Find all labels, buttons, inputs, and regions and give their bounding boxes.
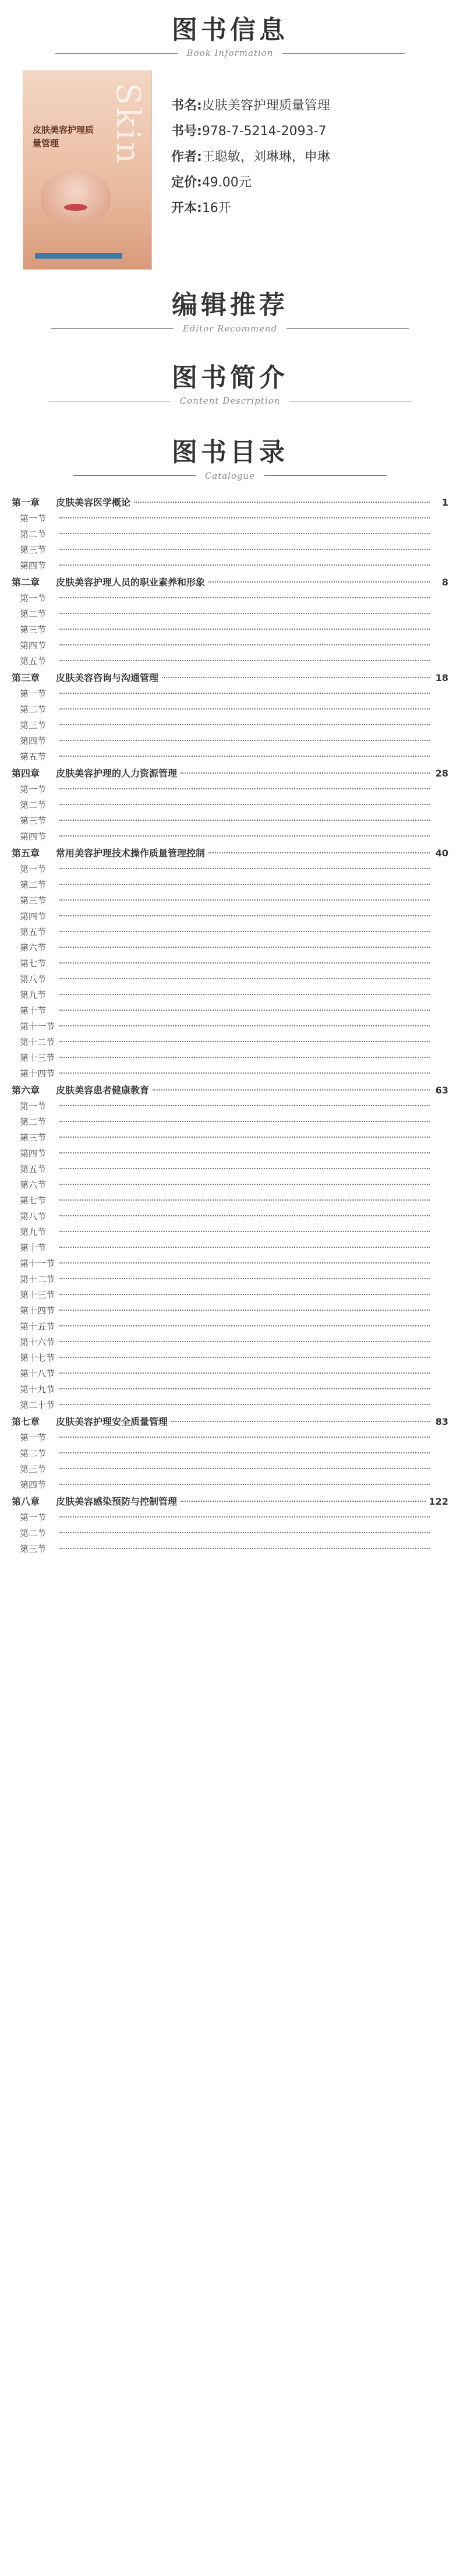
book-meta-label: 书号:: [171, 124, 202, 139]
toc-title: 皮肤美容护理安全质量管理: [56, 1416, 168, 1427]
toc-section-row: [12, 987, 448, 1003]
toc-leader-dots: [59, 1184, 430, 1185]
toc-number: 第一节: [20, 863, 47, 874]
toc-leader-dots: [59, 1072, 430, 1074]
toc-section-row: [12, 702, 448, 718]
toc-page-number: 18: [435, 672, 448, 683]
toc-number: 第一节: [20, 592, 47, 604]
info-section-title: 图书信息: [172, 15, 288, 45]
toc-leader-dots: [59, 708, 430, 710]
book-meta-value: 978-7-5214-2093-7: [201, 124, 327, 139]
toc-number: 第八节: [20, 1211, 47, 1222]
toc-leader-dots: [171, 1421, 430, 1422]
toc-number: 第十四节: [20, 1305, 55, 1316]
toc-section-row: [12, 909, 448, 924]
toc-leader-dots: [59, 756, 430, 757]
cover-word: Skin: [109, 83, 147, 166]
toc-number: 第四节: [20, 640, 47, 651]
toc-section-row: [12, 1193, 448, 1209]
info-section-subtitle-row: [0, 48, 460, 58]
toc-section-row: [12, 972, 448, 987]
toc-number: 第七节: [20, 1195, 47, 1206]
divider-left: [55, 53, 178, 54]
toc-section-row: [12, 877, 448, 893]
toc-leader-dots: [59, 788, 430, 789]
toc-section-row: [12, 813, 448, 829]
book-meta-row: [171, 93, 330, 119]
toc-page-number: 8: [441, 576, 448, 588]
recommend-text: [0, 334, 460, 347]
toc-leader-dots: [59, 1532, 430, 1533]
toc-number: 第九节: [20, 989, 47, 1000]
toc-section-row: [12, 1066, 448, 1082]
toc-section-row: [12, 1382, 448, 1398]
toc-leader-dots: [59, 835, 430, 837]
toc-number: 第一节: [20, 513, 47, 524]
toc-leader-dots: [59, 1105, 430, 1106]
toc-title: 皮肤美容护理的人力资源管理: [56, 767, 178, 779]
toc-number: 第二节: [20, 1448, 47, 1459]
toc-section-row: [12, 749, 448, 765]
toc-number: 第四节: [20, 831, 47, 842]
toc-page-number: 122: [429, 1495, 448, 1507]
catalogue-section-header: [0, 422, 460, 481]
toc-section-row: [12, 1319, 448, 1335]
toc-chapter-row: [12, 669, 448, 686]
toc-leader-dots: [59, 1372, 430, 1374]
toc-chapter-row: [12, 1082, 448, 1099]
toc-section-row: [12, 1526, 448, 1541]
toc-leader-dots: [208, 852, 430, 853]
toc-page-number: 63: [435, 1084, 448, 1096]
toc-number: 第三节: [20, 815, 47, 826]
toc-number: 第十二节: [20, 1273, 55, 1285]
toc-leader-dots: [59, 804, 430, 805]
toc-leader-dots: [59, 1452, 430, 1453]
divider-left: [73, 475, 196, 476]
toc-chapter-row: [12, 494, 448, 511]
catalogue-section-title: 图书目录: [172, 437, 288, 468]
book-cover-image: [23, 71, 151, 269]
toc-section-row: [12, 638, 448, 654]
toc-number: 第四节: [20, 1148, 47, 1159]
toc-leader-dots: [59, 1468, 430, 1469]
catalogue-section-subtitle: Catalogue: [204, 470, 256, 481]
toc-chapter-row: [12, 574, 448, 591]
toc-number: 第三节: [20, 895, 47, 906]
toc-leader-dots: [59, 915, 430, 916]
book-meta-label: 开本:: [171, 201, 202, 216]
toc-section-row: [12, 1019, 448, 1035]
toc-number: 第二节: [20, 799, 47, 810]
toc-number: 第十二节: [20, 1036, 55, 1047]
info-section-header: [0, 0, 460, 58]
toc-leader-dots: [59, 1247, 430, 1248]
toc-section-row: [12, 1541, 448, 1557]
toc-section-row: [12, 1114, 448, 1130]
toc-section-row: [12, 558, 448, 574]
toc-number: 第二十节: [20, 1399, 55, 1410]
intro-section-subtitle: Content Description: [179, 396, 281, 407]
toc-leader-dots: [59, 517, 430, 518]
toc-page-number: 28: [435, 767, 448, 779]
book-meta-value: 王聪敏，刘琳琳，申琳: [201, 150, 330, 165]
toc-title: 皮肤美容感染预防与控制管理: [56, 1495, 178, 1507]
toc-section-row: [12, 782, 448, 797]
toc-number: 第四节: [20, 1479, 47, 1490]
toc-number: 第十三节: [20, 1289, 55, 1300]
toc-leader-dots: [59, 820, 430, 821]
toc-number: 第三节: [20, 1132, 47, 1143]
toc-leader-dots: [59, 1199, 430, 1201]
cover-publisher-bar: [35, 253, 122, 259]
toc-section-row: [12, 1335, 448, 1350]
toc-chapter-row: [12, 765, 448, 782]
toc-leader-dots: [59, 1041, 430, 1042]
toc-number: 第十九节: [20, 1384, 55, 1395]
toc-leader-dots: [59, 1010, 430, 1011]
book-meta-row: [171, 144, 330, 170]
toc-title: 皮肤美容医学概论: [56, 496, 131, 508]
catalogue-section-subtitle-row: [0, 471, 460, 481]
toc-leader-dots: [59, 724, 430, 725]
book-meta-label: 书名:: [171, 98, 202, 114]
toc-number: 第五章: [12, 847, 40, 859]
toc-section-row: [12, 797, 448, 813]
toc-section-row: [12, 924, 448, 940]
table-of-contents: [0, 481, 460, 1557]
divider-right: [264, 475, 387, 476]
toc-leader-dots: [59, 1057, 430, 1058]
book-meta-value: 16开: [201, 201, 231, 216]
toc-number: 第一节: [20, 1432, 47, 1443]
toc-number: 第一节: [20, 1100, 47, 1111]
toc-leader-dots: [153, 1089, 430, 1091]
toc-number: 第十节: [20, 1005, 47, 1016]
toc-number: 第十节: [20, 1242, 47, 1253]
toc-section-row: [12, 1398, 448, 1413]
toc-number: 第三节: [20, 1463, 47, 1474]
recommend-section-subtitle-row: [0, 323, 460, 334]
toc-section-row: [12, 1366, 448, 1382]
toc-leader-dots: [59, 644, 430, 645]
book-info-block: [0, 58, 460, 275]
toc-section-row: [12, 1099, 448, 1114]
book-meta-row: [171, 170, 330, 196]
toc-leader-dots: [181, 1501, 426, 1502]
divider-left: [51, 328, 174, 329]
toc-number: 第七节: [20, 958, 47, 969]
toc-leader-dots: [59, 1262, 430, 1264]
toc-section-row: [12, 542, 448, 558]
recommend-section-subtitle: Editor Recommend: [182, 323, 278, 334]
divider-right: [282, 53, 405, 54]
toc-leader-dots: [59, 613, 430, 614]
toc-leader-dots: [59, 1121, 430, 1122]
toc-number: 第三节: [20, 719, 47, 731]
toc-chapter-row: [12, 845, 448, 862]
toc-number: 第五节: [20, 1163, 47, 1174]
toc-section-row: [12, 1256, 448, 1272]
toc-number: 第十八节: [20, 1368, 55, 1379]
toc-section-row: [12, 733, 448, 749]
toc-leader-dots: [59, 740, 430, 741]
toc-leader-dots: [59, 1404, 430, 1405]
book-meta-label: 定价:: [171, 175, 202, 190]
toc-leader-dots: [59, 1137, 430, 1138]
toc-leader-dots: [59, 994, 430, 995]
toc-number: 第十五节: [20, 1321, 55, 1332]
toc-section-row: [12, 1240, 448, 1256]
toc-leader-dots: [59, 1516, 430, 1518]
toc-number: 第三节: [20, 544, 47, 555]
toc-section-row: [12, 654, 448, 669]
toc-number: 第十六节: [20, 1336, 55, 1347]
toc-number: 第三节: [20, 624, 47, 635]
toc-leader-dots: [59, 947, 430, 948]
toc-section-row: [12, 1510, 448, 1526]
toc-leader-dots: [59, 597, 430, 598]
recommend-section-header: [0, 275, 460, 333]
toc-leader-dots: [59, 533, 430, 534]
toc-chapter-row: [12, 1413, 448, 1430]
toc-number: 第十三节: [20, 1052, 55, 1063]
toc-section-row: [12, 1003, 448, 1019]
toc-leader-dots: [59, 1025, 430, 1026]
toc-leader-dots: [59, 1152, 430, 1153]
toc-leader-dots: [59, 1231, 430, 1232]
intro-section-header: [0, 348, 460, 406]
toc-number: 第三章: [12, 672, 40, 683]
toc-number: 第一节: [20, 784, 47, 795]
toc-section-row: [12, 1446, 448, 1462]
toc-leader-dots: [59, 1294, 430, 1295]
toc-title: 皮肤美容患者健康教育: [56, 1084, 150, 1096]
toc-number: 第四节: [20, 735, 47, 746]
toc-leader-dots: [59, 1325, 430, 1326]
book-meta-label: 作者:: [171, 150, 202, 165]
toc-number: 第一节: [20, 688, 47, 699]
toc-section-row: [12, 718, 448, 733]
book-meta-row: [171, 119, 330, 144]
toc-number: 第二章: [12, 576, 40, 588]
toc-leader-dots: [59, 931, 430, 932]
toc-section-row: [12, 1287, 448, 1303]
toc-leader-dots: [59, 899, 430, 901]
toc-section-row: [12, 622, 448, 638]
toc-number: 第四章: [12, 767, 40, 779]
toc-number: 第一章: [12, 496, 40, 508]
toc-leader-dots: [59, 1310, 430, 1311]
toc-number: 第六章: [12, 1084, 40, 1096]
recommend-section-title: 编辑推荐: [172, 290, 288, 320]
toc-section-row: [12, 1146, 448, 1162]
toc-section-row: [12, 862, 448, 877]
toc-leader-dots: [59, 549, 430, 550]
book-meta-list: [151, 71, 330, 269]
book-meta-value: 皮肤美容护理质量管理: [201, 98, 330, 114]
toc-number: 第二节: [20, 1116, 47, 1127]
toc-page-number: 83: [435, 1416, 448, 1427]
toc-number: 第二节: [20, 704, 47, 715]
toc-leader-dots: [59, 1215, 430, 1216]
info-section-subtitle: Book Information: [186, 48, 274, 59]
toc-leader-dots: [59, 1437, 430, 1438]
toc-section-row: [12, 940, 448, 956]
toc-leader-dots: [181, 772, 430, 774]
toc-section-row: [12, 686, 448, 702]
toc-title: 皮肤美容护理人员的职业素养和形象: [56, 576, 206, 588]
toc-number: 第二节: [20, 528, 47, 539]
toc-number: 第八节: [20, 973, 47, 984]
toc-section-row: [12, 1303, 448, 1319]
toc-leader-dots: [59, 564, 430, 566]
toc-leader-dots: [59, 629, 430, 630]
toc-section-row: [12, 1130, 448, 1146]
toc-leader-dots: [59, 962, 430, 964]
toc-leader-dots: [59, 660, 430, 661]
toc-number: 第六节: [20, 1179, 47, 1190]
toc-section-row: [12, 1430, 448, 1446]
toc-section-row: [12, 1350, 448, 1366]
toc-leader-dots: [208, 581, 430, 583]
toc-number: 第十一节: [20, 1021, 55, 1032]
toc-page-number: 40: [435, 847, 448, 859]
toc-leader-dots: [59, 1357, 430, 1358]
intro-section-title: 图书简介: [172, 362, 288, 393]
toc-number: 第二节: [20, 1527, 47, 1538]
toc-section-row: [12, 1272, 448, 1287]
toc-section-row: [12, 1177, 448, 1193]
toc-number: 第二节: [20, 879, 47, 890]
toc-number: 第四节: [20, 560, 47, 571]
toc-section-row: [12, 606, 448, 622]
toc-title: 皮肤美容咨询与沟通管理: [56, 672, 159, 683]
toc-leader-dots: [59, 693, 430, 694]
toc-number: 第九节: [20, 1226, 47, 1237]
toc-number: 第二节: [20, 608, 47, 619]
toc-section-row: [12, 527, 448, 542]
toc-section-row: [12, 893, 448, 909]
toc-number: 第四节: [20, 911, 47, 922]
intro-text: [0, 406, 460, 422]
toc-leader-dots: [59, 1388, 430, 1389]
toc-leader-dots: [59, 978, 430, 979]
toc-section-row: [12, 956, 448, 972]
toc-chapter-row: [12, 1493, 448, 1510]
toc-section-row: [12, 1050, 448, 1066]
toc-leader-dots: [162, 677, 430, 678]
book-meta-row: [171, 196, 330, 221]
intro-section-subtitle-row: [0, 396, 460, 406]
toc-section-row: [12, 1477, 448, 1493]
toc-number: 第十一节: [20, 1258, 55, 1269]
cover-title: 皮肤美容护理质量管理: [33, 125, 94, 149]
toc-section-row: [12, 591, 448, 606]
toc-leader-dots: [59, 1484, 430, 1485]
toc-section-row: [12, 1462, 448, 1477]
toc-number: 第十七节: [20, 1352, 55, 1363]
toc-number: 第一节: [20, 1512, 47, 1523]
toc-number: 第五节: [20, 655, 47, 666]
toc-leader-dots: [59, 1548, 430, 1549]
toc-number: 第八章: [12, 1495, 40, 1507]
toc-number: 第七章: [12, 1416, 40, 1427]
toc-leader-dots: [134, 502, 430, 503]
toc-section-row: [12, 511, 448, 527]
toc-leader-dots: [59, 1168, 430, 1169]
toc-number: 第五节: [20, 926, 47, 937]
toc-section-row: [12, 1162, 448, 1177]
cover-face-illustration: [41, 170, 111, 223]
toc-page-number: 1: [441, 496, 448, 508]
toc-leader-dots: [59, 1341, 430, 1342]
toc-section-row: [12, 1225, 448, 1240]
toc-section-row: [12, 1209, 448, 1225]
toc-leader-dots: [59, 868, 430, 869]
toc-title: 常用美容护理技术操作质量管理控制: [56, 847, 206, 859]
toc-number: 第十四节: [20, 1068, 55, 1079]
toc-section-row: [12, 1035, 448, 1050]
toc-leader-dots: [59, 884, 430, 885]
toc-number: 第六节: [20, 942, 47, 953]
book-meta-value: 49.00元: [201, 175, 252, 190]
toc-number: 第五节: [20, 751, 47, 762]
toc-leader-dots: [59, 1278, 430, 1279]
toc-number: 第三节: [20, 1543, 47, 1554]
divider-right: [286, 328, 409, 329]
toc-section-row: [12, 829, 448, 845]
